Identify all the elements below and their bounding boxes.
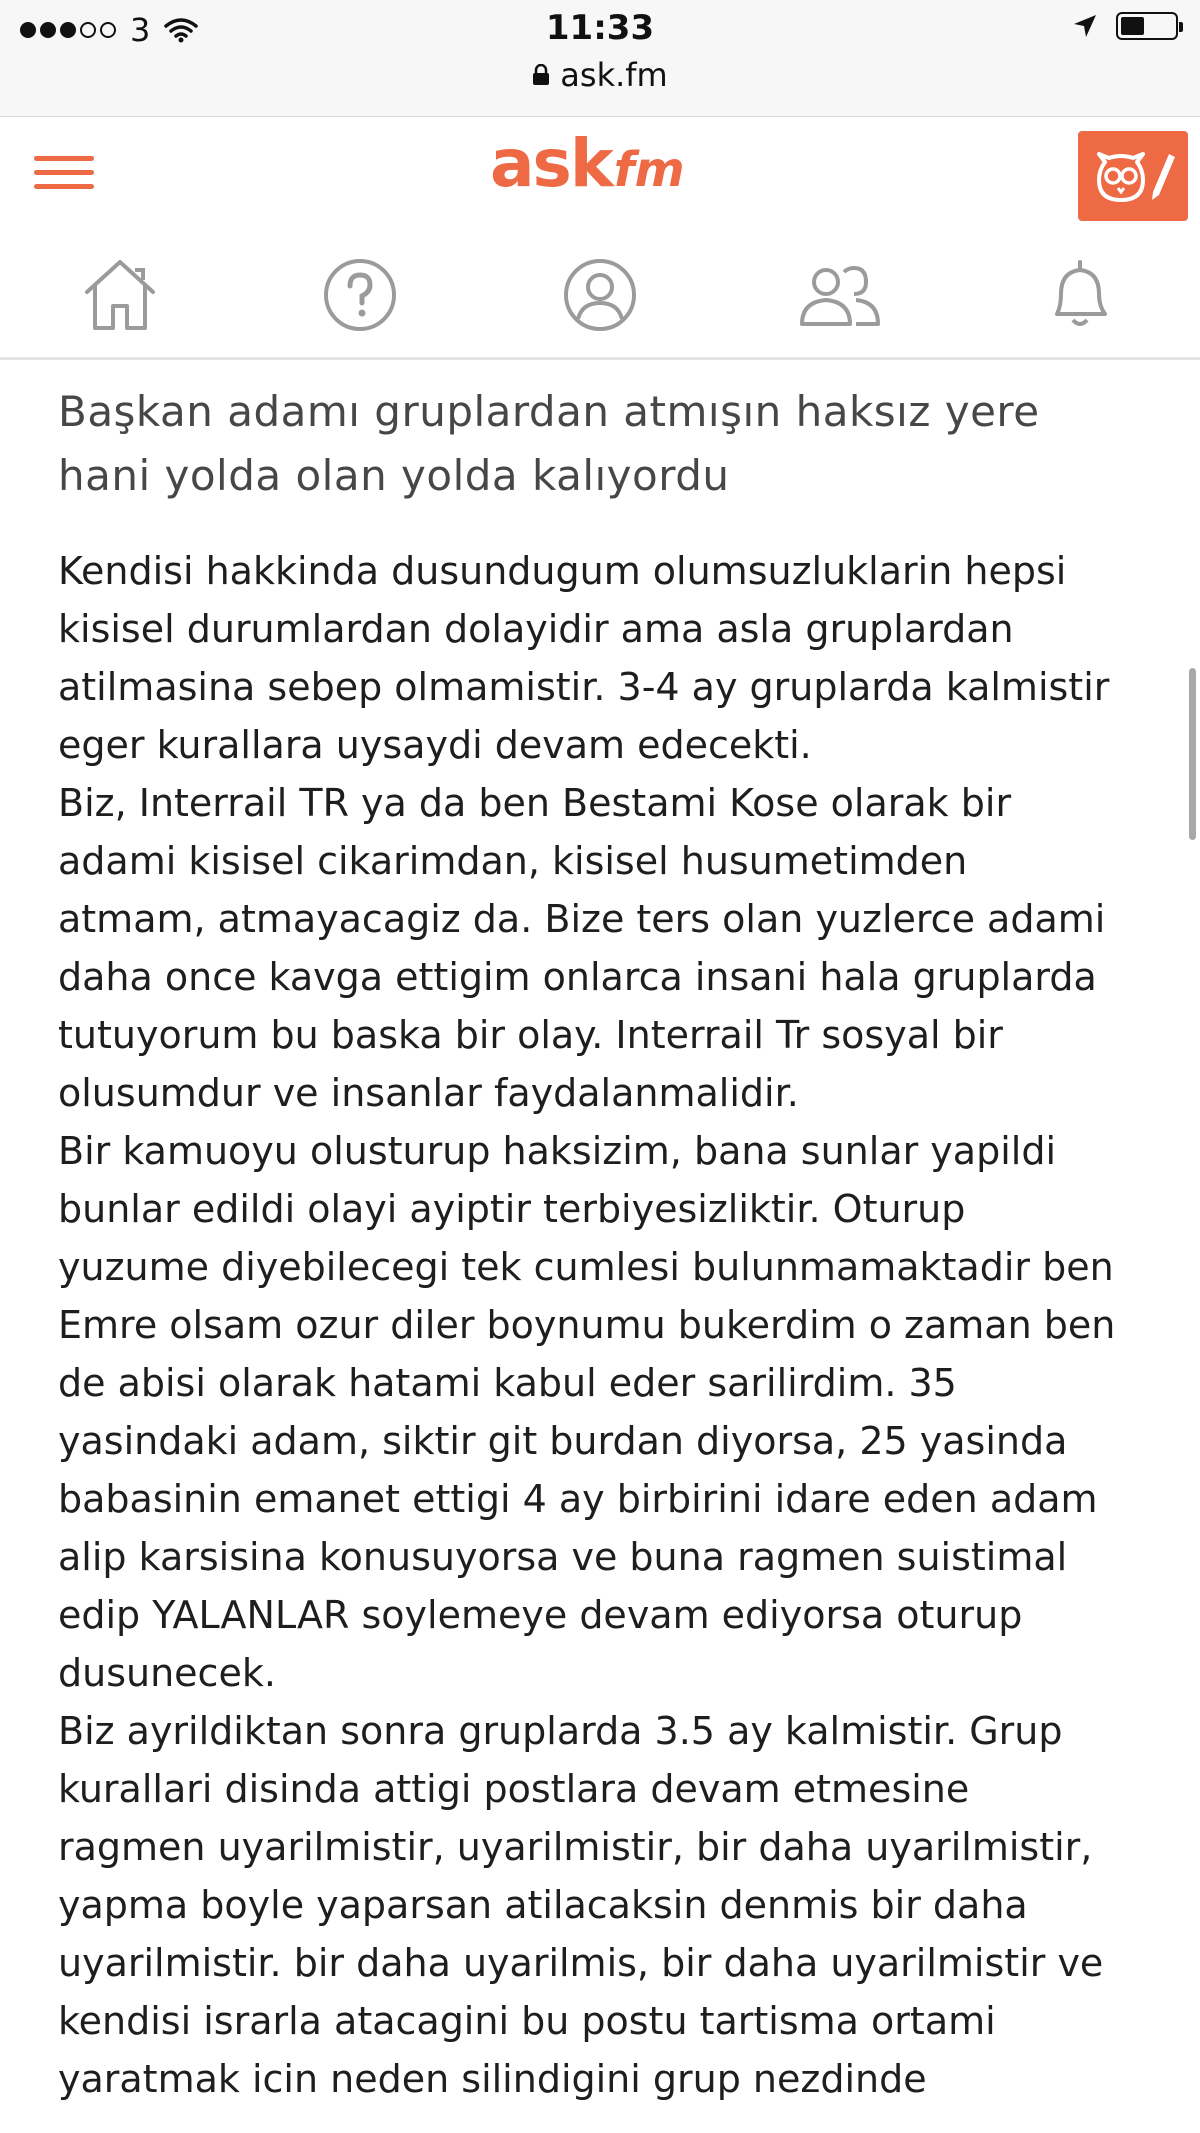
post-content <box>58 380 1118 2108</box>
lock-icon <box>532 64 550 86</box>
ios-status-bar <box>0 0 1200 117</box>
answer-text <box>58 542 1118 2108</box>
scrollbar[interactable] <box>1189 668 1196 840</box>
question-icon[interactable] <box>300 245 420 345</box>
hamburger-menu-icon[interactable] <box>34 147 94 197</box>
owl-pencil-icon <box>1091 144 1175 208</box>
main-nav <box>0 245 1200 345</box>
friends-icon[interactable] <box>780 245 900 345</box>
location-arrow-icon <box>1072 13 1098 39</box>
home-icon[interactable] <box>60 245 180 345</box>
url-bar[interactable] <box>0 56 1200 94</box>
profile-icon[interactable] <box>540 245 660 345</box>
answer-paragraph: Biz, Interrail TR ya da ben Bestami Kose olarak bir adami kisisel cikarimdan, kisisel husumetimden atmam, atmayacagiz da. Bize ters olan yuzlerce adami daha once kavga ettigim onlarca insani hala gruplarda tutuyorum bu baska bir olay. Interrail Tr sosyal bir olusumdur ve insanlar faydalanmalidir. <box>58 781 1106 1115</box>
question-text: Başkan adamı gruplardan atmışın haksız yere hani yolda olan yolda kalıyordu <box>58 387 1040 500</box>
bell-icon[interactable] <box>1020 245 1140 345</box>
answer-paragraph: Bir kamuoyu olusturup haksizim, bana sunlar yapildi bunlar edildi olayi ayiptir terbiyesizliktir. Oturup yuzume diyebilecegi tek cumlesi bulunmamaktadir ben Emre olsam ozur diler boynumu bukerdim o zaman ben de abisi olarak hatami kabul eder sarilirdim. 35 yasindaki adam, siktir git burdan diyorsa, 25 yasinda babasinin emanet ettigi 4 ay birbirini idare eden adam alip karsisina konusuyorsa ve buna ragmen suistimal edip YALANLAR soylemeye devam ediyorsa oturup dusunecek. <box>58 1129 1116 1695</box>
clock: 11:33 <box>545 8 655 48</box>
carrier-name: 3 <box>130 11 151 49</box>
battery-icon <box>1116 12 1178 40</box>
url-text: ask.fm <box>560 56 668 94</box>
app-header <box>0 117 1200 360</box>
answer-paragraph: Kendisi hakkinda dusundugum olumsuzluklarin hepsi kisisel durumlardan dolayidir ama asla gruplardan atilmasina sebep olmamistir. 3-4 ay gruplarda kalmistir eger kurallara uysaydi devam edecekti. <box>58 549 1110 767</box>
askfm-logo[interactable]: ask fm <box>490 125 685 202</box>
status-indicators <box>1072 12 1178 40</box>
answer-paragraph: Biz ayrildiktan sonra gruplarda 3.5 ay kalmistir. Grup kurallari disinda attigi postlara devam etmesine ragmen uyarilmistir, uyarilmistir, bir daha uyarilmistir, yapma boyle yaparsan atilacaksin denmis bir daha uyarilmistir. bir daha uyarilmis, bir daha uyarilmistir ve kendisi israrla atacagini bu postu tartisma ortami yaratmak icin neden silindigini grup nezdinde <box>58 1709 1104 2101</box>
compose-button[interactable] <box>1078 131 1188 221</box>
